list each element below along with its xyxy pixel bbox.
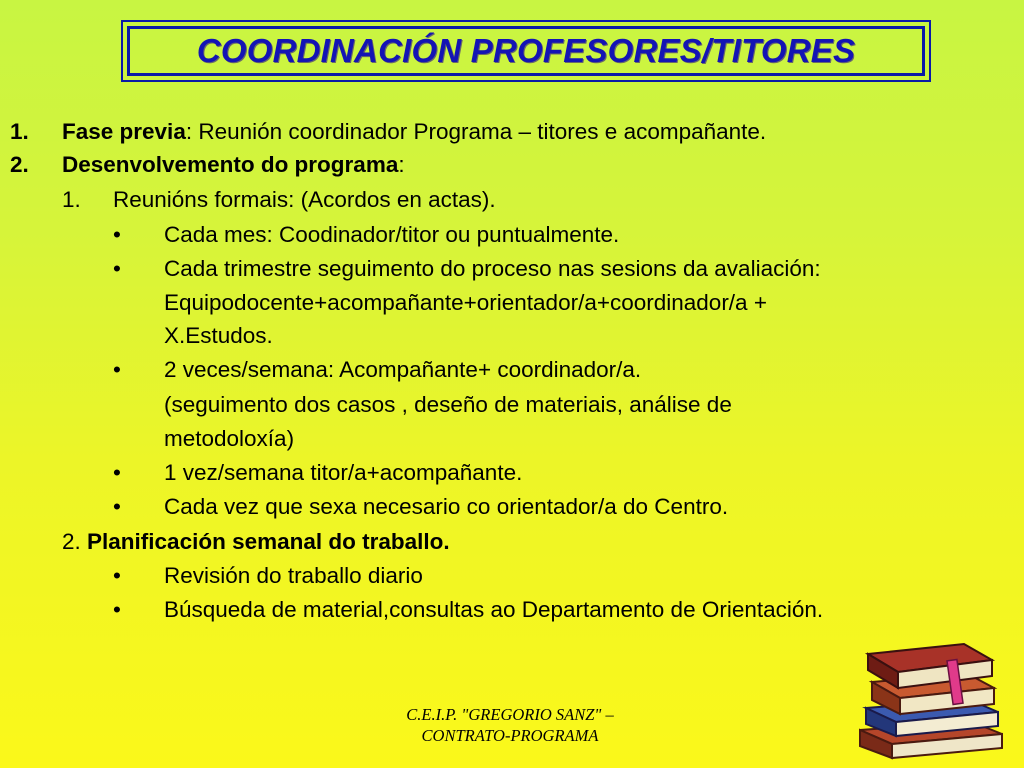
bullet-item-text: Cada trimestre seguimento do proceso nas sesions da avaliación:: [164, 256, 821, 281]
bullet-icon: •: [113, 256, 121, 281]
bullet-item-text: 2 veces/semana: Acompañante+ coordinador/a.: [164, 357, 642, 382]
bullet-icon: •: [113, 357, 121, 382]
list-number: 2.: [10, 152, 29, 177]
bullet-icon: •: [113, 222, 121, 247]
list-item-heading: Fase previa: [62, 119, 186, 144]
footer-line-2: CONTRATO-PROGRAMA: [421, 726, 599, 745]
books-stack-icon: [852, 630, 1012, 762]
bullet-icon: •: [113, 460, 121, 485]
bullet-item-text: X.Estudos.: [164, 323, 273, 348]
sublist-number: 2.: [62, 529, 81, 554]
list-item-2: [10, 150, 29, 180]
sublist-number: 1.: [62, 187, 81, 212]
bullet-icon: •: [113, 494, 121, 519]
bullet-item-text: Cada vez que sexa necesario co orientador/a do Centro.: [164, 494, 729, 519]
bullet-item-text: metodoloxía): [164, 426, 295, 451]
bullet-icon: •: [113, 597, 121, 622]
sublist-period: .: [443, 529, 450, 554]
footer-line-1: C.E.I.P. "GREGORIO SANZ" –: [406, 705, 614, 724]
bullet-item-text: Cada mes: Coodinador/titor ou puntualmente.: [164, 222, 620, 247]
bullet-item-text: 1 vez/semana titor/a+acompañante.: [164, 460, 523, 485]
title-frame: [127, 26, 925, 76]
bullet-item-text: Revisión do traballo diario: [164, 563, 423, 588]
bullet-item-text: (seguimento dos casos , deseño de materiais, análise de: [164, 392, 732, 417]
list-item-1-text: [62, 117, 766, 147]
bullet-icon: •: [113, 563, 121, 588]
list-item-1: [10, 117, 29, 147]
list-item-2-text: [62, 150, 405, 180]
bullet-item-text: Equipodocente+acompañante+orientador/a+coordinador/a +: [164, 290, 767, 315]
list-number: 1.: [10, 119, 29, 144]
sublist-item-2: [62, 527, 450, 557]
sublist-heading: Planificación semanal do traballo: [87, 529, 444, 554]
list-item-text: : Reunión coordinador Programa – titores e acompañante.: [185, 119, 767, 144]
page-title: COORDINACIÓN PROFESORES/TITORES: [196, 32, 856, 69]
footer: [340, 704, 680, 746]
list-item-text: :: [398, 152, 405, 177]
title-box: [121, 20, 931, 82]
list-item-heading: Desenvolvemento do programa: [62, 152, 399, 177]
bullet-item-text: Búsqueda de material,consultas ao Departamento de Orientación.: [164, 597, 824, 622]
sublist-item-text: Reunións formais: (Acordos en actas).: [113, 187, 496, 212]
